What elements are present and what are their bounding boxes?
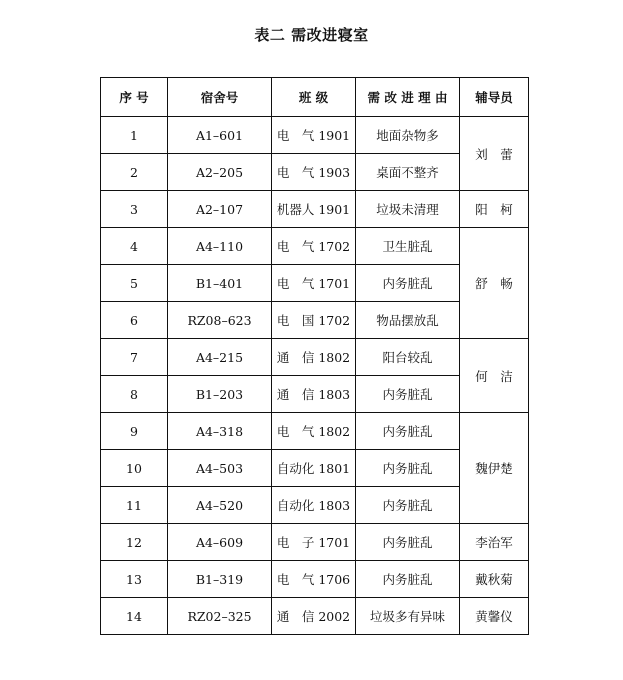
cell-no: 9 (101, 413, 168, 450)
cell-class: 电 气 1701 (272, 265, 356, 302)
cell-reason: 内务脏乱 (356, 561, 460, 598)
cell-reason: 垃圾未清理 (356, 191, 460, 228)
cell-no: 8 (101, 376, 168, 413)
header-no: 序 号 (101, 78, 168, 117)
cell-counselor: 戴秋菊 (460, 561, 529, 598)
cell-reason: 内务脏乱 (356, 376, 460, 413)
cell-room: A4–609 (168, 524, 272, 561)
cell-counselor: 舒 畅 (460, 228, 529, 339)
header-reason: 需 改 进 理 由 (356, 78, 460, 117)
table-row (101, 561, 529, 598)
cell-class: 电 子 1701 (272, 524, 356, 561)
cell-room: RZ02–325 (168, 598, 272, 635)
cell-class: 电 气 1903 (272, 154, 356, 191)
cell-no: 10 (101, 450, 168, 487)
cell-class: 电 气 1706 (272, 561, 356, 598)
cell-class: 电 气 1702 (272, 228, 356, 265)
cell-room: A2–205 (168, 154, 272, 191)
cell-reason: 地面杂物多 (356, 117, 460, 154)
cell-reason: 内务脏乱 (356, 524, 460, 561)
cell-no: 11 (101, 487, 168, 524)
cell-counselor: 魏伊楚 (460, 413, 529, 524)
cell-class: 通 信 2002 (272, 598, 356, 635)
cell-reason: 物品摆放乱 (356, 302, 460, 339)
cell-no: 5 (101, 265, 168, 302)
cell-no: 4 (101, 228, 168, 265)
table-header-row (101, 78, 529, 117)
cell-class: 机器人 1901 (272, 191, 356, 228)
cell-no: 12 (101, 524, 168, 561)
cell-class: 通 信 1803 (272, 376, 356, 413)
cell-reason: 垃圾多有异味 (356, 598, 460, 635)
cell-no: 7 (101, 339, 168, 376)
cell-class: 自动化 1803 (272, 487, 356, 524)
table-row (101, 117, 529, 154)
cell-counselor: 李治军 (460, 524, 529, 561)
cell-room: A2–107 (168, 191, 272, 228)
cell-no: 6 (101, 302, 168, 339)
cell-reason: 内务脏乱 (356, 413, 460, 450)
cell-class: 通 信 1802 (272, 339, 356, 376)
table-row (101, 598, 529, 635)
cell-no: 3 (101, 191, 168, 228)
cell-room: A4–318 (168, 413, 272, 450)
cell-reason: 内务脏乱 (356, 265, 460, 302)
cell-class: 自动化 1801 (272, 450, 356, 487)
cell-counselor: 刘 蕾 (460, 117, 529, 191)
header-room: 宿舍号 (168, 78, 272, 117)
cell-no: 2 (101, 154, 168, 191)
cell-room: B1–401 (168, 265, 272, 302)
table-row (101, 191, 529, 228)
cell-counselor: 黄馨仪 (460, 598, 529, 635)
cell-reason: 内务脏乱 (356, 450, 460, 487)
table-row (101, 524, 529, 561)
table-row (101, 413, 529, 450)
dorm-table (100, 77, 529, 635)
cell-room: B1–203 (168, 376, 272, 413)
cell-room: A4–520 (168, 487, 272, 524)
cell-reason: 卫生脏乱 (356, 228, 460, 265)
cell-room: A4–503 (168, 450, 272, 487)
cell-no: 13 (101, 561, 168, 598)
cell-room: RZ08–623 (168, 302, 272, 339)
cell-class: 电 气 1901 (272, 117, 356, 154)
table-row (101, 228, 529, 265)
header-counselor: 辅导员 (460, 78, 529, 117)
cell-reason: 桌面不整齐 (356, 154, 460, 191)
cell-class: 电 国 1702 (272, 302, 356, 339)
cell-room: B1–319 (168, 561, 272, 598)
header-class: 班 级 (272, 78, 356, 117)
cell-reason: 阳台较乱 (356, 339, 460, 376)
cell-room: A4–215 (168, 339, 272, 376)
cell-no: 14 (101, 598, 168, 635)
cell-reason: 内务脏乱 (356, 487, 460, 524)
table-row (101, 339, 529, 376)
cell-class: 电 气 1802 (272, 413, 356, 450)
table-body (101, 117, 529, 635)
cell-no: 1 (101, 117, 168, 154)
cell-counselor: 何 洁 (460, 339, 529, 413)
cell-room: A1–601 (168, 117, 272, 154)
page-title: 表二 需改进寝室 (254, 26, 369, 44)
cell-room: A4–110 (168, 228, 272, 265)
cell-counselor: 阳 柯 (460, 191, 529, 228)
